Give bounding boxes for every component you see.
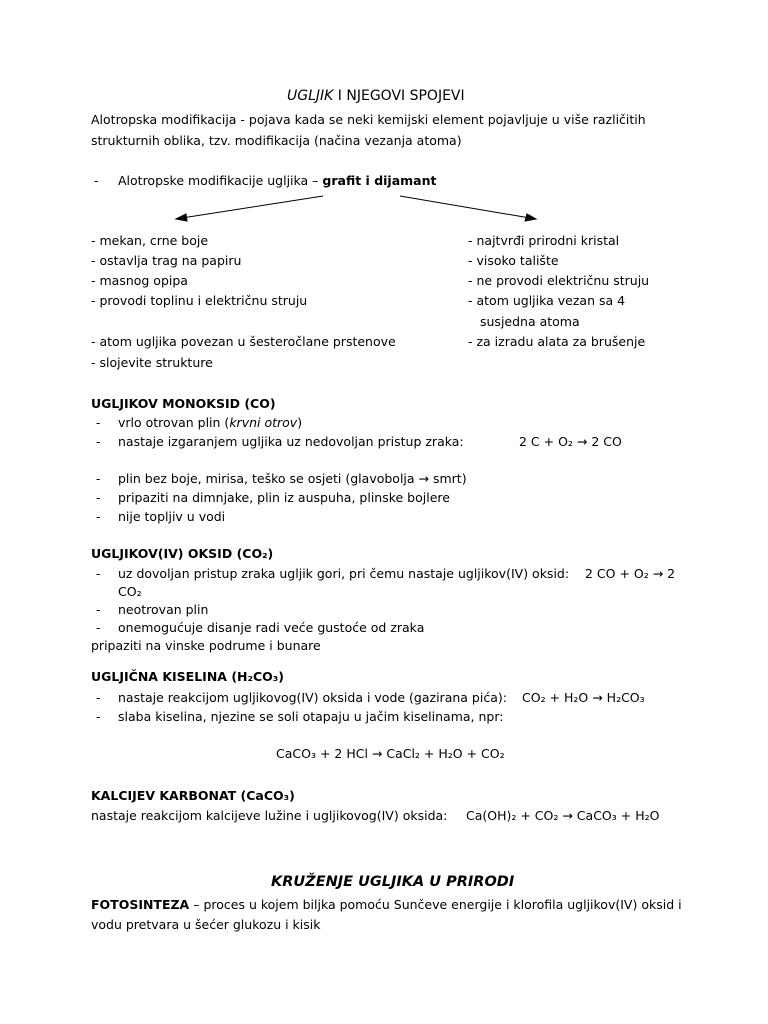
graphite-item: - mekan, crne boje [91,233,209,248]
co2-note: pripaziti na vinske podrume i bunare [91,638,321,653]
diamond-item: - za izradu alata za brušenje [468,334,646,349]
co-heading: UGLJIKOV MONOKSID (CO) [91,396,276,411]
co-dash: - [96,471,101,486]
co2-dash: - [96,602,101,617]
diamond-item: - visoko talište [468,253,559,268]
co2-dash: - [96,566,101,581]
co-item-1-pre: vrlo otrovan plin ( [118,415,230,430]
co2-equation-cont: CO₂ [118,584,142,599]
cycle-label: FOTOSINTEZA [91,897,190,912]
co-item-4: pripaziti na dimnjake, plin iz auspuha, plinske bojlere [118,490,450,505]
h2co3-item-2: slaba kiselina, njezine se soli otapaju u jačim kiselinama, npr: [118,709,504,724]
h2co3-equation-2: CaCO₃ + 2 HCl → CaCl₂ + H₂O + CO₂ [276,746,505,761]
graphite-item: - ostavlja trag na papiru [91,253,242,268]
h2co3-heading: UGLJIČNA KISELINA (H₂CO₃) [91,669,284,684]
graphite-item: - atom ugljika povezan u šesteročlane prstenove [91,334,396,349]
co-equation: 2 C + O₂ → 2 CO [519,434,622,449]
caco3-equation: Ca(OH)₂ + CO₂ → CaCO₃ + H₂O [466,808,660,823]
intro-line-2: strukturnih oblika, tzv. modifikacija (načina vezanja atoma) [91,133,462,148]
graphite-item: - masnog opipa [91,273,188,288]
co2-heading: UGLJIKOV(IV) OKSID (CO₂) [91,546,274,561]
allotropes-prefix: Alotropske modifikacije ugljika – [118,173,323,188]
co-item-1-italic: krvni otrov [229,415,298,430]
left-arrow [182,196,323,218]
title-rest: I NJEGOVI SPOJEVI [333,88,465,104]
right-arrow [400,196,530,218]
co-item-2: nastaje izgaranjem ugljika uz nedovoljan pristup zraka: [118,434,464,449]
caco3-heading: KALCIJEV KARBONAT (CaCO₃) [91,788,295,803]
cycle-line-1 [91,897,682,913]
h2co3-equation-1: CO₂ + H₂O → H₂CO₃ [522,690,645,705]
allotropes-dash: - [94,173,99,188]
co-dash: - [96,434,101,449]
co-item-1-post: ) [297,415,303,430]
allotropes-bold: grafit i dijamant [322,173,437,188]
h2co3-dash: - [96,709,101,724]
co-dash: - [96,415,101,430]
caco3-text: nastaje reakcijom kalcijeve lužine i ugljikovog(IV) oksida: [91,808,448,823]
co-item-3: plin bez boje, mirisa, teško se osjeti (glavobolja → smrt) [118,471,467,486]
diamond-item: susjedna atoma [480,314,580,329]
h2co3-dash: - [96,690,101,705]
diamond-item: - najtvrđi prirodni kristal [468,233,620,248]
co2-equation: 2 CO + O₂ → 2 [585,566,676,581]
graphite-item: - provodi toplinu i električnu struju [91,293,308,308]
co-dash: - [96,490,101,505]
graphite-item: - slojevite strukture [91,355,213,370]
left-arrowhead [176,214,187,221]
cycle-line-2: vodu pretvara u šećer glukozu i kisik [91,917,321,932]
cycle-title: KRUŽENJE UGLJIKA U PRIRODI [271,874,515,890]
diamond-item: - ne provodi električnu struju [468,273,650,288]
co-item-1 [118,415,302,431]
co2-item-2: neotrovan plin [118,602,209,617]
title-italic: UGLJIK [287,88,334,104]
h2co3-item-1: nastaje reakcijom ugljikovog(IV) oksida i vode (gazirana pića): [118,690,507,705]
cycle-line-1-text: – proces u kojem biljka pomoću Sunčeve energije i klorofila ugljikov(IV) oksid i [189,897,682,912]
co2-item-3: onemogućuje disanje radi veće gustoće od zraka [118,620,425,635]
diamond-item: - atom ugljika vezan sa 4 [468,293,626,308]
co2-dash: - [96,620,101,635]
right-arrowhead [525,214,536,221]
co-dash: - [96,509,101,524]
co2-item-1: uz dovoljan pristup zraka ugljik gori, pri čemu nastaje ugljikov(IV) oksid: [118,566,570,581]
co-item-5: nije topljiv u vodi [118,509,226,524]
intro-line-1: Alotropska modifikacija - pojava kada se neki kemijski element pojavljuje u više različitih [91,112,646,127]
